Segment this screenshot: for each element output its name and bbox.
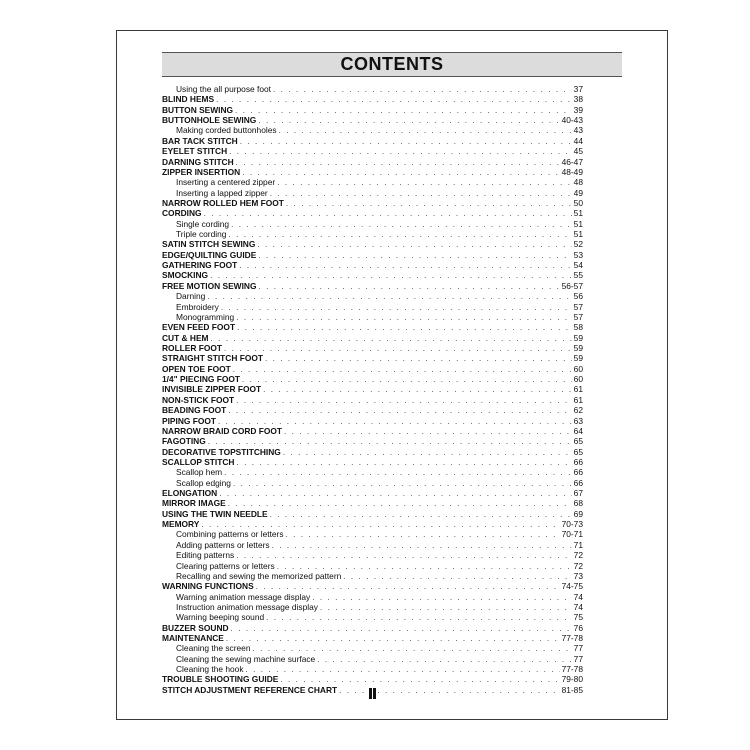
toc-entry-page: 48: [573, 177, 583, 188]
toc-entry-page: 79-80: [561, 674, 583, 685]
toc-leader-dots: [208, 437, 572, 446]
toc-leader-dots: [253, 644, 572, 653]
toc-entry-page: 57: [573, 301, 583, 312]
toc-leader-dots: [219, 489, 571, 498]
toc-entry: [162, 229, 583, 239]
toc-entry-label: DECORATIVE TOPSTITCHING: [162, 446, 281, 457]
toc-entry-page: 66: [573, 467, 583, 478]
toc-entry: [162, 219, 583, 229]
toc-entry-page: 56: [573, 291, 583, 302]
toc-leader-dots: [257, 240, 571, 249]
toc-entry-page: 44: [573, 135, 583, 146]
toc-entry-page: 74: [573, 591, 583, 602]
toc-entry-label: BUTTON SEWING: [162, 104, 234, 115]
toc-leader-dots: [233, 479, 572, 488]
toc-entry-label: Embroidery: [176, 301, 219, 312]
toc-entry-label: SATIN STITCH SEWING: [162, 239, 256, 250]
toc-leader-dots: [242, 168, 559, 177]
toc-leader-dots: [286, 199, 572, 208]
toc-entry-page: 73: [573, 570, 583, 581]
toc-leader-dots: [224, 468, 572, 477]
toc-entry-page: 40-43: [561, 115, 583, 126]
toc-entry: [162, 198, 583, 208]
toc-entry-label: Inserting a centered zipper: [176, 177, 276, 188]
toc-entry: [162, 177, 583, 187]
toc-entry-label: Combining patterns or letters: [176, 529, 284, 540]
toc-entry-label: Using the all purpose foot: [176, 84, 271, 94]
toc-entry-label: NON-STICK FOOT: [162, 394, 235, 405]
toc-entry-page: 39: [573, 104, 583, 115]
toc-entry: [162, 333, 583, 343]
toc-leader-dots: [280, 675, 559, 684]
toc-entry-page: 52: [573, 239, 583, 250]
toc-entry-label: STITCH ADJUSTMENT REFERENCE CHART: [162, 684, 338, 695]
toc-leader-dots: [228, 230, 571, 239]
toc-entry-label: TROUBLE SHOOTING GUIDE: [162, 674, 279, 685]
toc-leader-dots: [258, 116, 559, 125]
toc-entry: [162, 250, 583, 260]
toc-entry-page: 74-75: [561, 581, 583, 592]
toc-entry-page: 59: [573, 332, 583, 343]
toc-entry-page: 76: [573, 622, 583, 633]
toc-entry-label: NARROW BRAID CORD FOOT: [162, 425, 283, 436]
toc-entry-label: NARROW ROLLED HEM FOOT: [162, 197, 284, 208]
toc-entry-label: Editing patterns: [176, 550, 235, 561]
contents-title-bar: [162, 52, 622, 77]
toc-entry-label: GATHERING FOOT: [162, 260, 238, 271]
toc-entry-page: 37: [573, 84, 583, 94]
toc-leader-dots: [312, 593, 571, 602]
toc-entry-label: Clearing patterns or letters: [176, 560, 275, 571]
toc-entry: [162, 509, 583, 519]
toc-entry-label: Warning beeping sound: [176, 612, 265, 623]
toc-entry-label: BLIND HEMS: [162, 94, 215, 105]
toc-entry: [162, 633, 583, 643]
toc-entry-label: Adding patterns or letters: [176, 539, 270, 550]
toc-entry: [162, 519, 583, 529]
toc-entry-page: 77: [573, 653, 583, 664]
toc-leader-dots: [231, 220, 572, 229]
toc-entry: [162, 447, 583, 457]
toc-leader-dots: [343, 572, 571, 581]
toc-entry-label: ZIPPER INSERTION: [162, 166, 241, 177]
toc-entry-label: Darning: [176, 291, 206, 302]
toc-entry: [162, 302, 583, 312]
toc-entry-page: 69: [573, 508, 583, 519]
toc-entry: [162, 643, 583, 653]
toc-entry-page: 48-49: [561, 166, 583, 177]
toc-entry-label: Cleaning the hook: [176, 664, 244, 675]
toc-entry-label: DARNING STITCH: [162, 156, 234, 167]
toc-entry-label: MIRROR IMAGE: [162, 498, 226, 509]
toc-leader-dots: [270, 189, 572, 198]
toc-entry-label: ROLLER FOOT: [162, 342, 223, 353]
toc-entry-page: 65: [573, 436, 583, 447]
toc-entry: [162, 374, 583, 384]
toc-entry-page: 77-78: [561, 664, 583, 675]
toc-entry-page: 68: [573, 498, 583, 509]
toc-entry-label: PIPING FOOT: [162, 415, 216, 426]
toc-entry: [162, 105, 583, 115]
toc-entry-label: EYELET STITCH: [162, 146, 228, 157]
toc-leader-dots: [236, 458, 571, 467]
toc-entry-page: 51: [573, 229, 583, 240]
toc-entry-page: 67: [573, 488, 583, 499]
toc-entry-page: 43: [573, 125, 583, 136]
toc-entry-label: BUZZER SOUND: [162, 622, 229, 633]
toc-entry: [162, 167, 583, 177]
toc-leader-dots: [228, 406, 571, 415]
toc-entry: [162, 208, 583, 218]
toc-leader-dots: [258, 251, 571, 260]
toc-entry-page: 38: [573, 94, 583, 105]
toc-entry-label: EVEN FEED FOOT: [162, 322, 236, 333]
toc-entry-label: Single cording: [176, 218, 230, 229]
toc-entry: [162, 260, 583, 270]
toc-entry-label: SMOCKING: [162, 270, 209, 281]
toc-leader-dots: [263, 385, 572, 394]
toc-entry-page: 45: [573, 146, 583, 157]
toc-entry-page: 66: [573, 456, 583, 467]
toc-entry-label: STRAIGHT STITCH FOOT: [162, 353, 263, 364]
toc-entry: [162, 343, 583, 353]
toc-entry-page: 62: [573, 405, 583, 416]
toc-entry-page: 61: [573, 394, 583, 405]
toc-entry: [162, 270, 583, 280]
toc-entry-label: INVISIBLE ZIPPER FOOT: [162, 384, 262, 395]
toc-entry-page: 77-78: [561, 633, 583, 644]
toc-entry: [162, 322, 583, 332]
toc-leader-dots: [236, 396, 572, 405]
toc-entry-page: 57: [573, 311, 583, 322]
toc-leader-dots: [320, 603, 572, 612]
toc-entry-label: Cleaning the sewing machine surface: [176, 653, 316, 664]
toc-leader-dots: [237, 323, 572, 332]
toc-leader-dots: [246, 665, 560, 674]
toc-entry: [162, 592, 583, 602]
toc-leader-dots: [236, 158, 560, 167]
toc-leader-dots: [210, 271, 572, 280]
toc-leader-dots: [236, 313, 571, 322]
toc-entry-label: Cleaning the screen: [176, 643, 251, 654]
toc-entry: [162, 384, 583, 394]
toc-entry-label: OPEN TOE FOOT: [162, 363, 231, 374]
toc-entry-page: 53: [573, 249, 583, 260]
toc-leader-dots: [317, 655, 571, 664]
toc-entry: [162, 467, 583, 477]
toc-entry-label: BAR TACK STITCH: [162, 135, 238, 146]
toc-leader-dots: [240, 137, 572, 146]
toc-entry-page: 70-73: [561, 519, 583, 530]
toc-entry-page: 46-47: [561, 156, 583, 167]
toc-entry: [162, 416, 583, 426]
page-title: CONTENTS: [340, 54, 444, 74]
toc-entry: [162, 395, 583, 405]
toc-entry: [162, 571, 583, 581]
toc-entry: [162, 146, 583, 156]
toc-leader-dots: [242, 375, 572, 384]
toc-entry-label: EDGE/QUILTING GUIDE: [162, 249, 257, 260]
toc-entry-page: 51: [573, 218, 583, 229]
toc-entry: [162, 115, 583, 125]
toc-entry-page: 60: [573, 363, 583, 374]
toc-entry-page: 51: [573, 208, 583, 219]
toc-leader-dots: [279, 126, 572, 135]
toc-entry: [162, 623, 583, 633]
toc-entry-page: 60: [573, 374, 583, 385]
toc-entry: [162, 281, 583, 291]
toc-entry-page: 72: [573, 560, 583, 571]
toc-entry: [162, 353, 583, 363]
toc-entry-label: Inserting a lapped zipper: [176, 187, 268, 198]
toc-entry-page: 66: [573, 477, 583, 488]
toc-leader-dots: [231, 624, 572, 633]
toc-leader-dots: [236, 551, 571, 560]
toc-entry: [162, 561, 583, 571]
toc-entry-page: 74: [573, 601, 583, 612]
toc-entry-page: 65: [573, 446, 583, 457]
toc-leader-dots: [265, 354, 572, 363]
toc-entry-label: Warning animation message display: [176, 591, 311, 602]
toc-entry: [162, 157, 583, 167]
toc-entry: [162, 125, 583, 135]
toc-entry-page: 50: [573, 197, 583, 208]
toc-entry: [162, 664, 583, 674]
toc-entry: [162, 239, 583, 249]
toc-entry-label: CORDING: [162, 208, 202, 219]
toc-entry-label: 1/4" PIECING FOOT: [162, 374, 240, 385]
toc-entry: [162, 457, 583, 467]
toc-entry: [162, 84, 583, 94]
toc-entry-label: Instruction animation message display: [176, 601, 318, 612]
toc-entry-page: 64: [573, 425, 583, 436]
toc-leader-dots: [216, 95, 572, 104]
toc-leader-dots: [224, 344, 572, 353]
toc-entry: [162, 612, 583, 622]
toc-entry: [162, 436, 583, 446]
toc-entry-page: 59: [573, 342, 583, 353]
toc-entry-label: BEADING FOOT: [162, 405, 227, 416]
toc-entry: [162, 405, 583, 415]
toc-entry-page: 63: [573, 415, 583, 426]
toc-entry-page: 55: [573, 270, 583, 281]
document-page: [116, 30, 668, 720]
toc-entry: [162, 94, 583, 104]
toc-leader-dots: [277, 562, 572, 571]
toc-entry: [162, 540, 583, 550]
toc-entry: [162, 364, 583, 374]
toc-leader-dots: [266, 613, 572, 622]
toc-leader-dots: [233, 365, 572, 374]
toc-leader-dots: [239, 261, 571, 270]
toc-entry-page: 77: [573, 643, 583, 654]
toc-leader-dots: [277, 178, 572, 187]
toc-entry-label: CUT & HEM: [162, 332, 209, 343]
toc-entry-page: 58: [573, 322, 583, 333]
toc-entry-label: FREE MOTION SEWING: [162, 280, 257, 291]
toc-entry: [162, 426, 583, 436]
toc-leader-dots: [207, 292, 571, 301]
toc-leader-dots: [228, 499, 572, 508]
toc-leader-dots: [258, 282, 559, 291]
toc-leader-dots: [284, 427, 572, 436]
toc-leader-dots: [218, 417, 572, 426]
toc-entry-label: SCALLOP STITCH: [162, 456, 235, 467]
toc-leader-dots: [272, 541, 572, 550]
toc-entry-page: 81-85: [561, 684, 583, 695]
toc-entry: [162, 581, 583, 591]
toc-leader-dots: [283, 448, 572, 457]
toc-entry-label: MEMORY: [162, 519, 200, 530]
toc-leader-dots: [256, 582, 560, 591]
toc-leader-dots: [273, 85, 572, 94]
toc-entry-page: 54: [573, 260, 583, 271]
toc-entry: [162, 602, 583, 612]
table-of-contents: [162, 84, 583, 695]
toc-entry-label: Recalling and sewing the memorized pattern: [176, 570, 342, 581]
toc-entry-label: Making corded buttonholes: [176, 125, 277, 136]
page-tab-icon: [369, 688, 376, 699]
toc-entry: [162, 654, 583, 664]
toc-leader-dots: [229, 147, 572, 156]
toc-entry-label: Monogramming: [176, 311, 235, 322]
toc-entry: [162, 498, 583, 508]
toc-entry-page: 75: [573, 612, 583, 623]
toc-leader-dots: [221, 303, 572, 312]
toc-entry-label: USING THE TWIN NEEDLE: [162, 508, 268, 519]
toc-entry-label: Triple cording: [176, 229, 227, 240]
toc-leader-dots: [226, 634, 560, 643]
toc-entry-page: 61: [573, 384, 583, 395]
toc-entry-label: MAINTENANCE: [162, 633, 224, 644]
toc-leader-dots: [204, 209, 572, 218]
toc-leader-dots: [201, 520, 559, 529]
toc-entry: [162, 674, 583, 684]
toc-entry-label: Scallop edging: [176, 477, 231, 488]
toc-entry-page: 70-71: [561, 529, 583, 540]
toc-entry-page: 71: [573, 539, 583, 550]
toc-entry: [162, 550, 583, 560]
toc-entry-label: WARNING FUNCTIONS: [162, 581, 254, 592]
toc-entry: [162, 488, 583, 498]
toc-entry-page: 56-57: [561, 280, 583, 291]
toc-leader-dots: [270, 510, 572, 519]
toc-entry: [162, 291, 583, 301]
toc-entry-page: 49: [573, 187, 583, 198]
toc-entry-label: FAGOTING: [162, 436, 206, 447]
toc-entry: [162, 188, 583, 198]
toc-leader-dots: [211, 334, 572, 343]
toc-leader-dots: [286, 530, 560, 539]
toc-entry-label: ELONGATION: [162, 488, 218, 499]
toc-entry: [162, 136, 583, 146]
toc-entry-page: 59: [573, 353, 583, 364]
toc-entry-page: 72: [573, 550, 583, 561]
toc-entry: [162, 478, 583, 488]
toc-leader-dots: [235, 106, 572, 115]
toc-entry: [162, 529, 583, 539]
toc-entry-label: BUTTONHOLE SEWING: [162, 115, 257, 126]
toc-entry-label: Scallop hem: [176, 467, 223, 478]
toc-entry: [162, 312, 583, 322]
